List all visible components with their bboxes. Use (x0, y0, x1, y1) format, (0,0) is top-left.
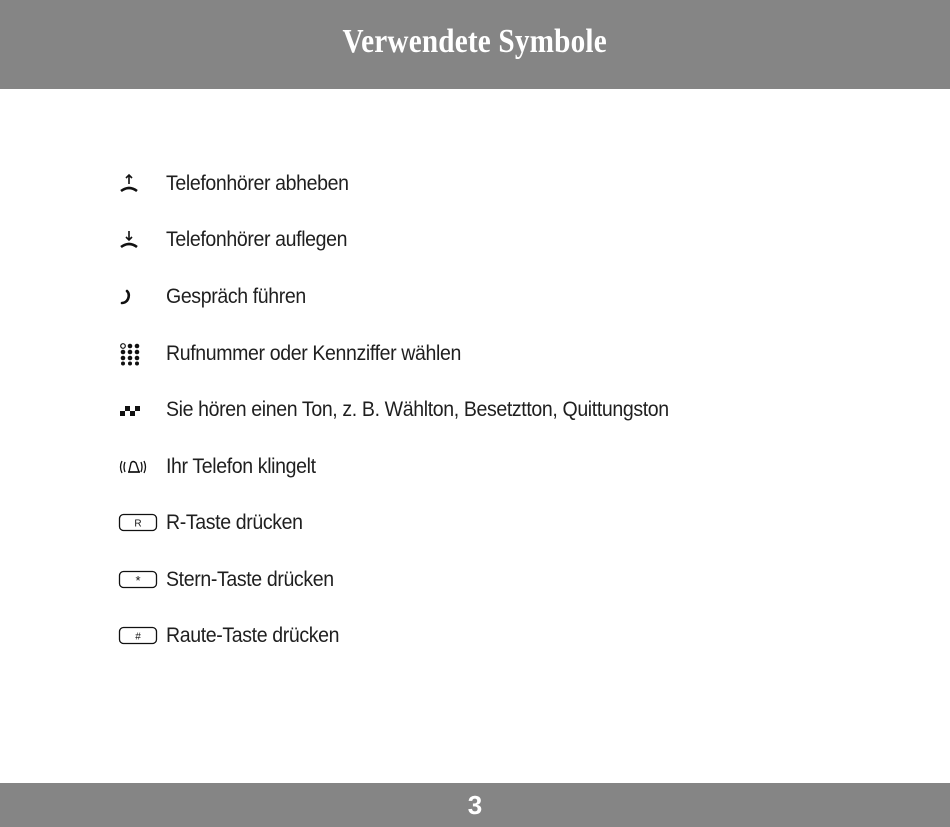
key-glyph: # (135, 631, 141, 643)
symbol-label: Telefonhörer auflegen (166, 228, 348, 251)
symbol-row-dial (118, 339, 483, 369)
page-title: Verwendete Symbole (342, 22, 608, 60)
key-glyph: R (134, 518, 142, 530)
key-glyph: * (135, 573, 141, 588)
hash-key-icon (118, 621, 166, 651)
symbol-label: Raute-Taste drücken (166, 624, 340, 647)
handset-lift-icon (118, 169, 166, 199)
symbol-label: Sie hören einen Ton, z. B. Wählton, Besetztton, Quittungston (166, 398, 669, 421)
ringing-bell-icon (118, 452, 166, 482)
handset-talk-icon (118, 282, 166, 312)
symbol-row-ringing (118, 452, 327, 482)
symbol-row-lift (118, 169, 362, 199)
keypad-icon (118, 339, 166, 369)
page-footer (0, 783, 950, 827)
symbol-label: Telefonhörer abheben (166, 172, 349, 195)
symbol-label: R-Taste drücken (166, 511, 303, 534)
star-key-icon (118, 565, 166, 595)
symbol-label: Stern-Taste drücken (166, 568, 334, 591)
tone-icon (118, 395, 166, 425)
symbol-label: Gespräch führen (166, 285, 306, 308)
symbol-row-star-key (118, 565, 346, 595)
symbol-row-hash-key (118, 621, 352, 651)
symbol-row-hangup (118, 225, 361, 255)
symbol-label: Rufnummer oder Kennziffer wählen (166, 342, 461, 365)
symbol-row-tone (118, 395, 707, 425)
symbol-label: Ihr Telefon klingelt (166, 455, 316, 478)
r-key-icon (118, 508, 166, 538)
page-number: 3 (467, 789, 483, 820)
handset-hangup-icon (118, 225, 166, 255)
symbol-row-r-key (118, 508, 313, 538)
symbol-row-talk (118, 282, 316, 312)
